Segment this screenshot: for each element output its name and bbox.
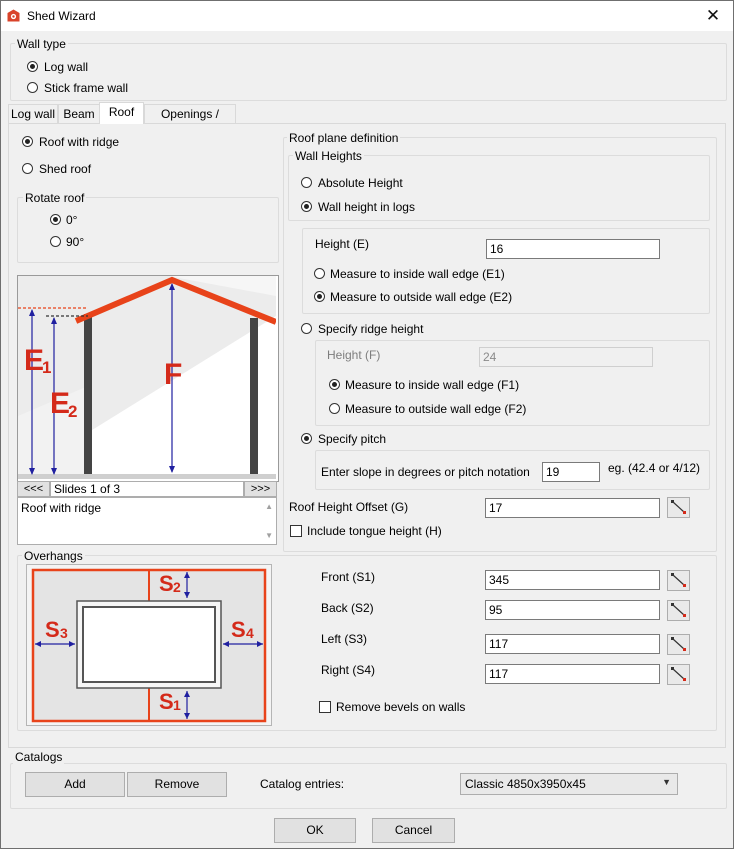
e2-subscript: 2 [68,402,78,421]
stick-frame-wall-label: Stick frame wall [44,81,129,95]
measure-inside-f1-radio[interactable] [329,379,340,390]
roof-height-offset-input[interactable]: 17 [485,498,660,518]
measure-outside-e2-radio[interactable] [314,291,325,302]
include-tongue-height-label: Include tongue height (H) [307,524,442,538]
s3-label: S [45,617,60,642]
front-pick-icon[interactable] [667,570,690,591]
rotate-90-radio[interactable] [50,236,61,247]
back-s2-label: Back (S2) [321,601,374,615]
shed-roof-label: Shed roof [39,162,92,176]
back-pick-icon[interactable] [667,600,690,621]
log-wall-radio[interactable] [27,61,38,72]
measure-inside-e1-radio[interactable] [314,268,325,279]
s1-subscript: 1 [173,697,181,713]
roof-section-diagram [18,276,276,479]
absolute-height-label: Absolute Height [318,176,403,190]
catalog-entries-select[interactable] [460,773,678,795]
slide-prev-button[interactable]: <<< [17,481,50,497]
height-e-label: Height (E) [315,237,370,251]
slides-indicator: Slides 1 of 3 [50,481,244,497]
rotate-0-label: 0° [66,213,78,227]
right-s4-label: Right (S4) [321,663,376,677]
left-pick-icon[interactable] [667,634,690,655]
wall-height-in-logs-label: Wall height in logs [318,200,415,214]
catalog-entries-label: Catalog entries: [260,777,345,791]
offset-pick-icon[interactable] [667,497,690,518]
close-icon[interactable]: ✕ [705,6,721,25]
roof-height-offset-label: Roof Height Offset (G) [289,500,409,514]
wall-type-label: Wall type [17,37,66,51]
s3-subscript: 3 [60,625,68,641]
s4-label: S [231,617,246,642]
s2-subscript: 2 [173,579,181,595]
front-s1-label: Front (S1) [321,570,376,584]
catalog-selected-value: Classic 4850x3950x45 [465,777,586,791]
tab-log-wall[interactable]: Log wall [8,104,58,123]
left-s3-label: Left (S3) [321,632,368,646]
height-f-label: Height (F) [327,348,381,362]
log-wall-label: Log wall [44,60,89,74]
rotate-roof-label: Rotate roof [25,191,85,205]
e2-label: E [50,387,71,420]
app-logo-icon [7,9,20,22]
window-title: Shed Wizard [27,9,96,23]
add-catalog-button[interactable]: Add [25,772,125,797]
left-s3-input[interactable]: 117 [485,634,660,654]
title-bar [1,1,733,31]
tab-roof[interactable]: Roof [99,102,144,124]
measure-inside-f1-label: Measure to inside wall edge (F1) [345,378,520,392]
right-s4-input[interactable]: 117 [485,664,660,684]
catalogs-label: Catalogs [15,750,63,764]
tab-beam[interactable]: Beam [58,104,100,123]
slide-description-text: Roof with ridge [21,501,102,515]
scroll-down-icon[interactable]: ▼ [265,531,273,540]
tab-openings[interactable]: Openings / [144,104,236,123]
right-pick-icon[interactable] [667,664,690,685]
roof-preview-image [17,275,279,482]
specify-pitch-label: Specify pitch [318,432,387,446]
back-s2-input[interactable]: 95 [485,600,660,620]
specify-ridge-height-radio[interactable] [301,323,312,334]
include-tongue-height-checkbox[interactable] [290,525,302,537]
slope-label: Enter slope in degrees or pitch notation [321,465,530,479]
slope-input[interactable]: 19 [542,462,600,482]
height-f-input[interactable]: 24 [479,347,653,367]
ok-button[interactable]: OK [274,818,356,843]
roof-with-ridge-label: Roof with ridge [39,135,120,149]
remove-bevels-label: Remove bevels on walls [336,700,466,714]
s4-subscript: 4 [246,625,254,641]
wall-heights-label: Wall Heights [295,149,362,163]
absolute-height-radio[interactable] [301,177,312,188]
remove-bevels-checkbox[interactable] [319,701,331,713]
shed-roof-radio[interactable] [22,163,33,174]
specify-pitch-radio[interactable] [301,433,312,444]
overhangs-diagram [26,564,272,726]
height-e-input[interactable]: 16 [486,239,660,259]
measure-outside-e2-label: Measure to outside wall edge (E2) [330,290,513,304]
rotate-roof-group [17,197,279,263]
wall-height-in-logs-radio[interactable] [301,201,312,212]
measure-outside-f2-label: Measure to outside wall edge (F2) [345,402,527,416]
slope-hint: eg. (42.4 or 4/12) [608,461,701,475]
rotate-90-label: 90° [66,235,85,249]
chevron-down-icon: ▼ [662,777,671,787]
overhangs-label: Overhangs [24,549,83,563]
e1-subscript: 1 [42,358,52,377]
s1-label: S [159,689,174,714]
roof-tab-panel [8,123,726,748]
stick-frame-wall-radio[interactable] [27,82,38,93]
cancel-button[interactable]: Cancel [372,818,455,843]
slide-next-button[interactable]: >>> [244,481,277,497]
measure-outside-f2-radio[interactable] [329,403,340,414]
rotate-0-radio[interactable] [50,214,61,225]
s2-label: S [159,571,174,596]
scroll-up-icon[interactable]: ▲ [265,502,273,511]
specify-ridge-height-label: Specify ridge height [318,322,424,336]
e1-label: E [24,344,45,377]
roof-with-ridge-radio[interactable] [22,136,33,147]
roof-plane-label: Roof plane definition [289,131,399,145]
front-s1-input[interactable]: 345 [485,570,660,590]
slide-description-box [17,497,277,545]
measure-inside-e1-label: Measure to inside wall edge (E1) [330,267,505,281]
remove-catalog-button[interactable]: Remove [127,772,227,797]
f-label: F [164,358,183,391]
